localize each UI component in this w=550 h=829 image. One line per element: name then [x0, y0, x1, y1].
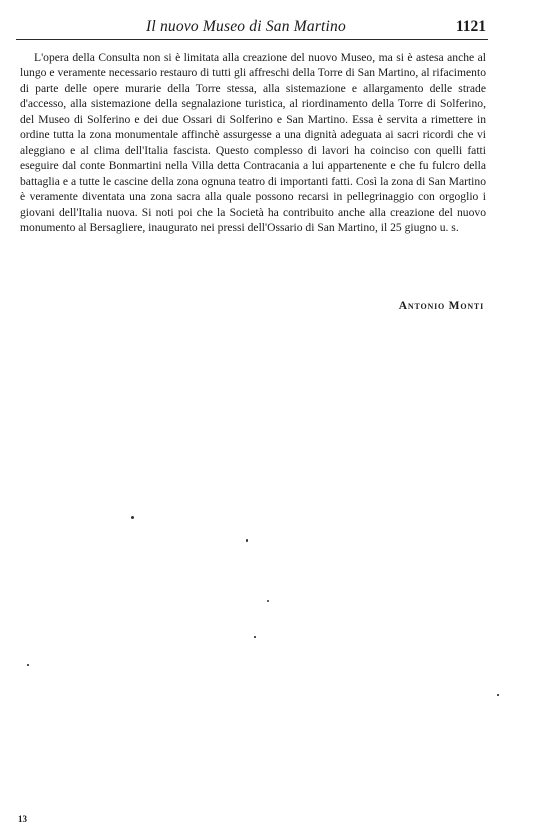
running-header	[16, 17, 488, 40]
folio-number: 13	[18, 814, 27, 824]
scan-speck	[267, 600, 269, 602]
scan-speck	[497, 694, 499, 696]
scan-speck	[131, 516, 134, 519]
article-paragraph: L'opera della Consulta non si è limitata alla creazione del nuovo Museo, ma si è astesa anche al lungo e veramente necessario restauro di tutti gli affreschi della Torre di San Martino, al rifacimento di parte delle opere murarie della Torre stessa, alla sistemazione e allargamento delle strade d'accesso, alla sistemazione della segnalazione turistica, al riordinamento della Torre di Solferino, del Museo di Solferino e dei due Ossari di Solferino e San Martino. Essa è servita a rimettere in ordine tutta la zona monumentale affinchè assurgesse a una dignità adeguata ai sacri ricordi che vi aleggiano e al clima dell'Italia fascista. Questo complesso di lavori ha coinciso con quelli fatti eseguire dal conte Bonmartini nella Villa detta Contracania a lui appartenente e che fu fulcro della battaglia e a tutte le cascine della zona ognuna teatro di importanti fatti. Così la zona di San Martino è veramente diventata una zona sacra alla quale possono recarsi in pellegrinaggio con orgoglio i giovani dell'Italia nuova. Si noti poi che la Società ha contribuito anche alla creazione del nuovo monumento al Bersagliere, inaugurato nei pressi dell'Ossario di San Martino, il 25 giugno u. s.	[20, 51, 486, 234]
scan-speck	[254, 636, 256, 638]
page-number: 1121	[455, 18, 486, 35]
author-signature: Antonio Monti	[398, 300, 484, 312]
scan-speck	[246, 539, 248, 542]
scan-speck	[27, 664, 29, 666]
running-title: Il nuovo Museo di San Martino	[146, 18, 346, 35]
